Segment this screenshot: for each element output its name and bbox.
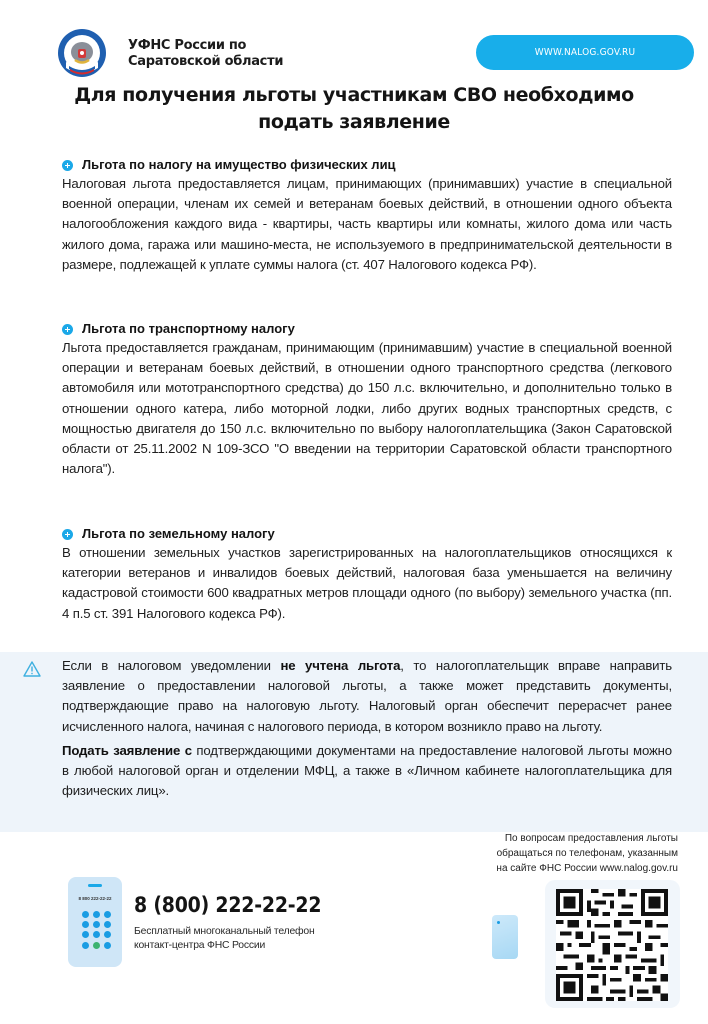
org-name-line2: Саратовской области <box>128 54 284 69</box>
phone-illustration-icon <box>68 877 122 967</box>
call-key-dot <box>93 942 100 949</box>
notice-emphasis: Подать заявление с <box>62 742 192 758</box>
section-heading <box>62 156 672 174</box>
notice-paragraph-2 <box>62 741 672 802</box>
key-dot <box>82 942 89 949</box>
section-heading <box>62 320 672 338</box>
notice-paragraph-1 <box>62 656 672 737</box>
hotline-desc-line: Бесплатный многоканальный телефон <box>134 926 315 937</box>
key-dot <box>82 931 89 938</box>
notice-text-part: Если в налоговом уведомлении <box>62 658 281 673</box>
hotline-description <box>134 925 315 953</box>
page-title-line2: подать заявление <box>258 111 450 133</box>
key-dot <box>93 931 100 938</box>
contact-note-line: на сайте ФНС России www.nalog.gov.ru <box>496 863 678 874</box>
section-body: Льгота предоставляется гражданам, принимающим (принимавшим) участие в специальной военной операции и ветеранам боевых действий, в отношении одного транспортного средства (легкового автомобиля или мототранспортного средства) до 150 л.с. включительно, и дополнительно только в отношении одного катера, либо моторной лодки, либо других водных транспортных средств, с мощностью двигателя до 150 л.с. включительно по выбору налогоплательщика (Закон Саратовской области от 25.11.2002 N 109-ЗСО "О введении на территории Саратовской области транспортного налога"). <box>62 340 672 477</box>
section-heading-text: Льгота по налогу на имущество физических лиц <box>82 157 396 172</box>
section-body: Налоговая льгота предоставляется лицам, принимающих (принимавших) участие в специальной военной операции, членам их семей и ветеранам боевых действий, в отношении одного объекта налогообложения каждого вида - квартиры, часть квартиры или комнаты, жилого дома или часть жилого дома, гаража или машино-места, не используемого в предпринимательской деятельности в размере, подлежащей к уплате суммы налога (ст. 407 Налогового кодекса РФ). <box>62 176 672 272</box>
hotline-desc-line: контакт-центра ФНС России <box>134 940 266 951</box>
phone-speaker-icon <box>88 884 102 887</box>
hotline-number[interactable]: 8 (800) 222-22-22 <box>134 893 322 917</box>
contact-note-line: По вопросам предоставления льготы <box>504 833 678 844</box>
notice-box <box>0 652 708 832</box>
plus-circle-icon <box>62 160 73 171</box>
qr-code-icon[interactable] <box>556 889 668 1001</box>
section-land-tax <box>62 525 672 624</box>
section-body: В отношении земельных участков зарегистрированных на налогоплательщиков относящихся к категории ветеранов и инвалидов боевых действий, налоговая база уменьшается на величину кадастровой стоимости 600 квадратных метров площади одного (по выбору) земельного участка (пп. 4 п.5 ст. 391 Налогового кодекса РФ). <box>62 545 672 621</box>
key-dot <box>104 921 111 928</box>
plus-circle-icon <box>62 324 73 335</box>
section-heading-text: Льгота по земельному налогу <box>82 526 275 541</box>
key-dot <box>93 911 100 918</box>
key-dot <box>93 921 100 928</box>
org-name-line1: УФНС России по <box>128 38 247 53</box>
section-heading <box>62 525 672 543</box>
key-dot <box>82 921 89 928</box>
plus-circle-icon <box>62 529 73 540</box>
contact-note <box>420 831 678 876</box>
contact-note-line: обращаться по телефонам, указанным <box>496 848 678 859</box>
notice-emphasis: не учтена льгота <box>280 658 401 673</box>
phone-card-number: 8 800 222-22-22 <box>78 896 112 901</box>
header <box>0 0 708 80</box>
org-name <box>128 38 283 70</box>
key-dot <box>82 911 89 918</box>
key-dot <box>104 911 111 918</box>
notice-text <box>62 656 672 805</box>
site-link-button[interactable]: WWW.NALOG.GOV.RU <box>476 35 694 70</box>
small-phone-icon <box>492 915 518 959</box>
section-heading-text: Льгота по транспортному налогу <box>82 321 295 336</box>
page-title <box>40 82 668 136</box>
section-property-tax <box>62 156 672 275</box>
fns-emblem-icon <box>57 28 107 78</box>
key-dot <box>104 942 111 949</box>
key-dot <box>104 931 111 938</box>
notice-text-part: подтверждающими документами на предоставление налоговой льготы можно в любой налоговой орган и отделении МФЦ, а также в «Личном кабинете налогоплательщика для физических лиц». <box>62 742 672 799</box>
notice-text-part: , то налогоплательщик вправе направить заявление о предоставлении налоговой льготы, а также может представить документы, подтверждающие право на налоговую льготу. Налоговый орган обеспечит перерасчет ранее исчисленного налога, начиная с налогового периода, в котором возникло право на льготу. <box>62 658 672 734</box>
section-transport-tax <box>62 320 672 479</box>
keypad-icon <box>82 911 111 949</box>
warning-triangle-icon <box>23 661 41 677</box>
page-title-line1: Для получения льготы участникам СВО необходимо <box>74 84 634 106</box>
